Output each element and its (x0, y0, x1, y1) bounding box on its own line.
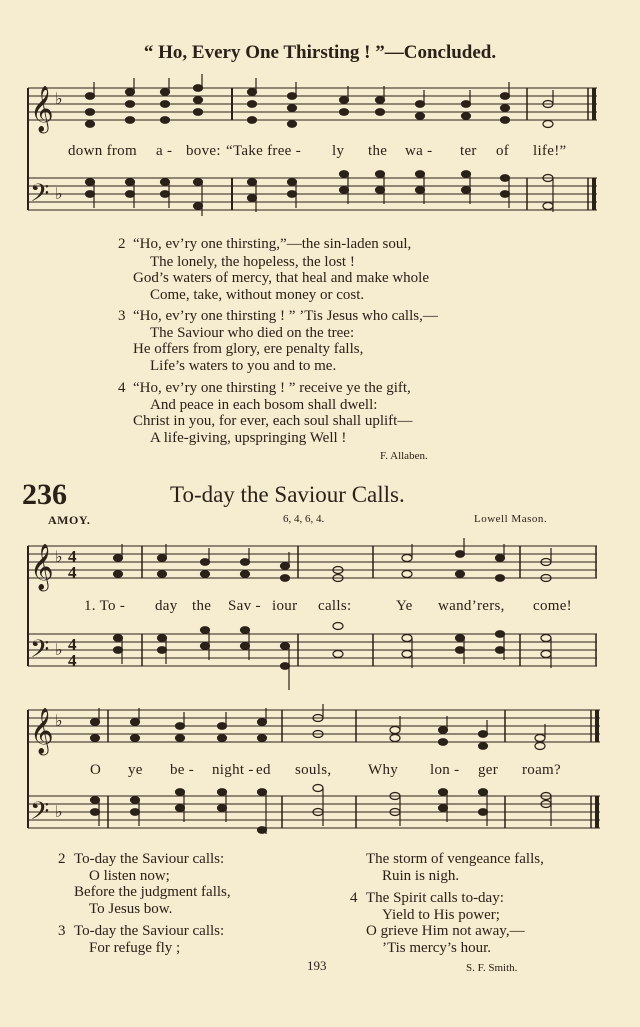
previous-hymn-author: F. Allaben. (380, 450, 428, 462)
lyric-syllable: life!” (533, 143, 567, 159)
lyric-syllable: down from (68, 143, 137, 159)
lyric-syllable: of (496, 143, 510, 159)
lyric-syllable: ed (256, 762, 271, 778)
lyric-syllable: the (192, 598, 212, 614)
verse-number: 2 (118, 236, 126, 252)
flat-icon: ♭ (55, 91, 63, 108)
hymn-author: S. F. Smith. (466, 962, 518, 974)
verse-number: 3 (58, 923, 66, 939)
verse-line: The Saviour who died on the tree: (150, 325, 355, 341)
lyric-syllable: iour (272, 598, 298, 614)
bass-staff-3 (28, 796, 600, 828)
lyric-syllable: wand’rers, (438, 598, 505, 614)
flat-icon: ♭ (55, 713, 63, 730)
lyric-syllable: 1. To - (84, 598, 126, 614)
verse-line: O grieve Him not away,— (366, 923, 525, 939)
treble-staff-3 (28, 710, 600, 742)
verse-line: Come, take, without money or cost. (150, 287, 365, 303)
treble-clef-icon: 𝄞 (30, 708, 54, 753)
note-chord (416, 90, 425, 119)
verse-line: To-day the Saviour calls: (74, 923, 225, 939)
verse-line: Yield to His power; (382, 907, 500, 923)
verse-number: 4 (350, 890, 358, 906)
verse-line: Christ in you, for ever, each soul shall uplift— (133, 413, 413, 429)
note-chord (194, 74, 203, 115)
verse-line: ’Tis mercy’s hour. (382, 940, 492, 956)
note-chord (126, 78, 135, 123)
hymn-title: To-day the Saviour Calls. (170, 482, 405, 507)
note-chord (288, 179, 297, 208)
lyric-syllable: wa - (405, 143, 433, 159)
time-signature-bottom: 4 (68, 563, 77, 582)
verse-line: Life’s waters to you and to me. (150, 358, 337, 374)
note-chord (86, 82, 95, 127)
verse-number: 4 (118, 380, 126, 396)
note-chord (248, 179, 257, 212)
bass-clef-icon: 𝄢 (30, 180, 50, 213)
lyric-syllable: calls: (318, 598, 352, 614)
flat-icon: ♭ (55, 549, 63, 566)
lyric-syllable: bove: (186, 143, 221, 159)
note-chord (161, 78, 170, 123)
treble-staff-1 (28, 88, 597, 120)
lyric-syllable: ly (332, 143, 345, 159)
verse-line: Ruin is nigh. (382, 868, 460, 884)
flat-icon: ♭ (55, 186, 63, 203)
lyric-syllable: come! (533, 598, 572, 614)
verse-line: And peace in each bosom shall dwell: (150, 397, 378, 413)
verse-line: The lonely, the hopeless, the lost ! (150, 254, 355, 270)
tune-name: AMOY. (48, 513, 91, 527)
lyric-syllable: the (368, 143, 388, 159)
lyric-syllable: ter (460, 143, 477, 159)
lyric-syllable: a - (156, 143, 173, 159)
verse-line: Before the judgment falls, (74, 884, 231, 900)
time-signature-top: 4 (68, 635, 77, 654)
bass-clef-icon: 𝄢 (30, 636, 50, 669)
bass-clef-icon: 𝄢 (30, 798, 50, 831)
verse-number: 2 (58, 851, 66, 867)
note-chord (340, 171, 349, 204)
verse-line: He offers from glory, ere penalty falls, (133, 341, 364, 357)
lyric-syllable: night - (212, 762, 254, 778)
note-chord (161, 179, 170, 208)
note-chord (248, 78, 257, 123)
treble-clef-icon: 𝄞 (30, 544, 54, 589)
treble-clef-icon: 𝄞 (30, 86, 54, 131)
continuation-title: “ Ho, Every One Thirsting ! ”—Concluded. (143, 42, 497, 63)
note-chord (340, 86, 349, 115)
verse-number: 3 (118, 308, 126, 324)
time-signature-top: 4 (68, 547, 77, 566)
verse-line: For refuge fly ; (89, 940, 181, 956)
lyric-syllable: day (155, 598, 178, 614)
verse-line: To-day the Saviour calls: (74, 851, 225, 867)
verse-line: To Jesus bow. (89, 901, 173, 917)
flat-icon: ♭ (55, 804, 63, 821)
lyric-syllable: O (90, 762, 102, 778)
hymn-meter: 6, 4, 6, 4. (283, 513, 325, 525)
lyric-syllable: be - (170, 762, 195, 778)
verse-line: God’s waters of mercy, that heal and make whole (133, 270, 430, 286)
note-chord (126, 179, 135, 208)
note-chord (376, 171, 385, 204)
note-chord (416, 171, 425, 204)
hymn-number: 236 (22, 478, 67, 511)
note-chord (501, 175, 510, 208)
lyric-syllable: souls, (295, 762, 332, 778)
page-number: 193 (307, 958, 327, 973)
note-half (543, 175, 553, 213)
time-signature-bottom: 4 (68, 651, 77, 670)
note-chord (288, 82, 297, 127)
lyric-syllable: roam? (522, 762, 561, 778)
verse-line: “Ho, ev’ry one thirsting ! ” ’Tis Jesus who calls,— (133, 308, 438, 324)
lyric-syllable: lon - (430, 762, 460, 778)
verse-line: The storm of vengeance falls, (366, 851, 544, 867)
lyric-syllable: ger (478, 762, 499, 778)
lyric-syllable: Why (368, 762, 399, 778)
bass-staff-1 (28, 178, 597, 210)
verse-line: O listen now; (89, 868, 170, 884)
note-chord (462, 171, 471, 204)
lyric-syllable: ye (128, 762, 143, 778)
verse-line: “Ho, ev’ry one thirsting ! ” receive ye the gift, (133, 380, 411, 396)
lyric-syllable: Sav - (228, 598, 261, 614)
verse-line: “Ho, ev’ry one thirsting,”—the sin-laden soul, (133, 236, 412, 252)
lyric-syllable: Ye (396, 598, 413, 614)
verse-line: A life-giving, upspringing Well ! (150, 430, 347, 446)
hymn-composer: Lowell Mason. (474, 513, 548, 525)
note-chord (376, 86, 385, 115)
flat-icon: ♭ (55, 642, 63, 659)
verse-line: The Spirit calls to-day: (366, 890, 504, 906)
note-chord (86, 179, 95, 208)
lyric-syllable: “Take free - (226, 143, 301, 159)
note-chord (462, 90, 471, 119)
